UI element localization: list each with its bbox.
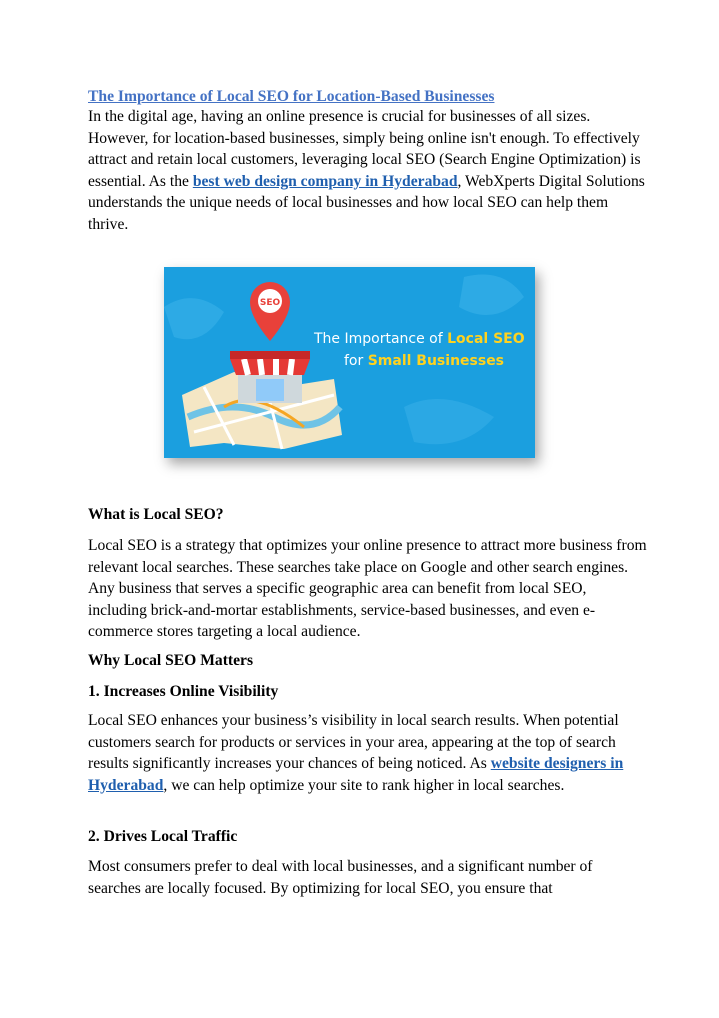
pin-label: SEO <box>259 298 281 308</box>
hero-illustration <box>164 267 535 458</box>
intro-paragraph <box>88 106 648 235</box>
intro-text-part2: , WebXperts Digital Solutions understands the unique needs of local businesses and how local SEO can help them thrive. <box>88 172 645 233</box>
drives-traffic-heading: 2. Drives Local Traffic <box>88 828 238 845</box>
hero-title-line2: for Small Businesses <box>344 353 505 369</box>
store-icon <box>230 351 310 403</box>
visibility-text-part2: , we can help optimize your site to rank higher in local searches. <box>163 776 565 794</box>
website-designers-link[interactable]: website designers in Hyderabad <box>88 755 624 794</box>
hero-image <box>164 267 535 458</box>
what-is-local-seo-heading: What is Local SEO? <box>88 506 224 523</box>
visibility-text-part1: Local SEO enhances your business’s visibility in local search results. When potential customers search for products or services in your area, appearing at the top of search results significantly increases your chances of being noticed. As <box>88 712 619 772</box>
visibility-paragraph <box>88 710 648 796</box>
hero-title-line1: The Importance of Local SEO <box>314 331 525 347</box>
why-local-seo-heading: Why Local SEO Matters <box>88 652 254 669</box>
article-title-link[interactable]: The Importance of Local SEO for Location-Based Businesses <box>88 88 495 105</box>
best-web-design-company-link[interactable]: best web design company in Hyderabad <box>192 172 458 190</box>
intro-text-part1: In the digital age, having an online presence is crucial for businesses of all sizes. However, for location-based businesses, simply being online isn't enough. To effectively attract and retain local customers, leveraging local SEO (Search Engine Optimization) is essential. As the <box>88 108 641 190</box>
increases-visibility-heading: 1. Increases Online Visibility <box>88 683 279 700</box>
what-is-local-seo-paragraph: Local SEO is a strategy that optimizes your online presence to attract more business from relevant local searches. These searches take place on Google and other search engines. Any business that serves a specific geographic area can benefit from local SEO, including brick-and-mortar establishments, service-based businesses, and even e-commerce stores targeting a local audience. <box>88 537 647 640</box>
traffic-paragraph: Most consumers prefer to deal with local businesses, and a significant number of searches are locally focused. By optimizing for local SEO, you ensure that <box>88 858 593 897</box>
